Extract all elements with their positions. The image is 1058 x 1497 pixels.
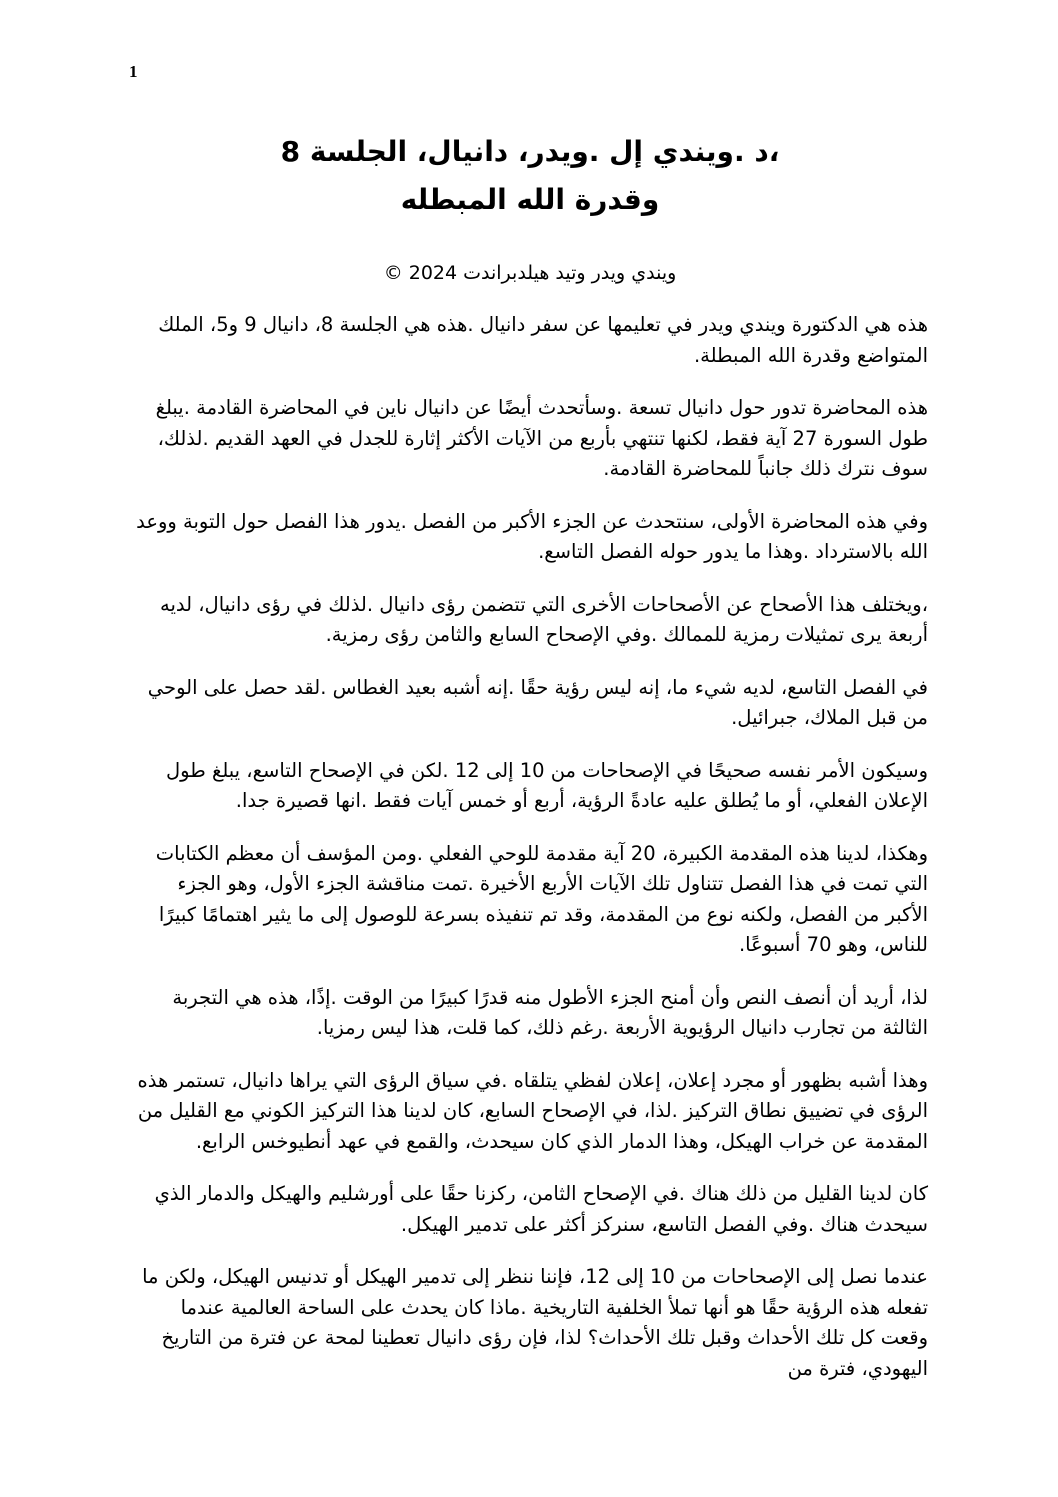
title-line-2: وقدرة الله المبطله: [400, 183, 660, 216]
paragraph: في الفصل التاسع، لديه شيء ما، إنه ليس رؤية حقًا .إنه أشبه بعيد الغطاس .لقد حصل على الوحي من قبل الملاك، جبرائيل.: [147, 675, 928, 729]
paragraph: وفي هذه المحاضرة الأولى، سنتحدث عن الجزء الأكبر من الفصل .يدور هذا الفصل حول التوبة ووعد الله بالاسترداد .وهذا ما يدور حوله الفصل التاسع.: [136, 509, 928, 563]
document-title: [160, 128, 900, 224]
paragraph: وسيكون الأمر نفسه صحيحًا في الإصحاحات من 10 إلى 12 .لكن في الإصحاح التاسع، يبلغ طول الإعلان الفعلي، أو ما يُطلق عليه عادةً الرؤية، أربع أو خمس آيات فقط .انها قصيرة جدا.: [166, 758, 928, 812]
paragraph: هذه هي الدكتورة ويندي ويدر في تعليمها عن سفر دانيال .هذه هي الجلسة 8، دانيال 9 و5، الملك المتواضع وقدرة الله المبطلة.: [158, 313, 928, 367]
paragraph: وهكذا، لدينا هذه المقدمة الكبيرة، 20 آية مقدمة للوحي الفعلي .ومن المؤسف أن معظم الكتابات التي تمت في هذا الفصل تتناول تلك الآيات الأربع الأخيرة .تمت مناقشة الجزء الأول، وهو الجزء الأكبر من الفصل، ولكنه نوع من المقدمة، وقد تم تنفيذه بسرعة للوصول إلى ما يثير اهتمامًا كبيرًا للناس، وهو 70 أسبوعًا.: [155, 841, 928, 956]
copyright-line: ويندي ويدر وتيد هيلدبراندت 2024 ©: [383, 262, 677, 284]
paragraph: هذه المحاضرة تدور حول دانيال تسعة .وسأتحدث أيضًا عن دانيال ناين في المحاضرة القادمة .يبلغ طول السورة 27 آية فقط، لكنها تنتهي بأربع من الآيات الأكثر إثارة للجدل في العهد القديم .لذلك، سوف نترك ذلك جانباً للمحاضرة القادمة.: [155, 396, 928, 480]
paragraph: كان لدينا القليل من ذلك هناك .في الإصحاح الثامن، ركزنا حقًا على أورشليم والهيكل والدمار الذي سيحدث هناك .وفي الفصل التاسع، سنركز أكثر على تدمير الهيكل.: [154, 1182, 928, 1236]
paragraph: ،ويختلف هذا الأصحاح عن الأصحاحات الأخرى التي تتضمن رؤى دانيال .لذلك في رؤى دانيال، لديه أربعة يرى تمثيلات رمزية للممالك .وفي الإصحاح السابع والثامن رؤى رمزية.: [159, 592, 928, 646]
paragraph: لذا، أريد أن أنصف النص وأن أمنح الجزء الأطول منه قدرًا كبيرًا من الوقت .إذًا، هذه هي التجربة الثالثة من تجارب دانيال الرؤيوية الأربعة .رغم ذلك، كما قلت، هذا ليس رمزيا.: [172, 985, 928, 1039]
paragraph: وهذا أشبه بظهور أو مجرد إعلان، إعلان لفظي يتلقاه .في سياق الرؤى التي يراها دانيال، تستمر هذه الرؤى في تضييق نطاق التركيز .لذا، في الإصحاح السابع، كان لدينا هذا التركيز الكوني مع القليل من المقدمة عن خراب الهيكل، وهذا الدمار الذي كان سيحدث، والقمع في عهد أنطيوخس الرابع.: [137, 1068, 928, 1153]
page-number: 1: [129, 62, 138, 81]
title-line-1: ،د .ويندي إل .ويدر، دانيال، الجلسة 8: [280, 135, 780, 168]
paragraph: عندما نصل إلى الإصحاحات من 10 إلى 12، فإننا ننظر إلى تدمير الهيكل أو تدنيس الهيكل، ولكن ما تفعله هذه الرؤية حقًا هو أنها تملأ الخلفية التاريخية .ماذا كان يحدث على الساحة العالمية عندما وقعت كل تلك الأحداث وقبل تلك الأحداث؟ لذا، فإن رؤى دانيال تعطينا لمحة عن فترة من التاريخ اليهودي، فترة من: [142, 1265, 928, 1380]
document-body: [132, 310, 928, 1406]
